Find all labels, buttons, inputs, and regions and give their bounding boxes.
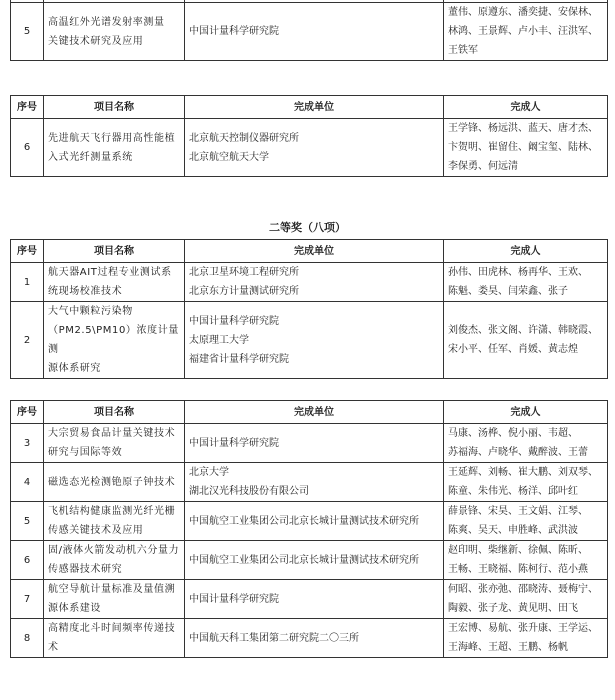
row-number: 1 <box>11 263 44 302</box>
completing-unit-line: 中国航天科工集团第二研究院二〇三所 <box>189 632 359 644</box>
header-no: 序号 <box>11 240 44 263</box>
header-name: 项目名称 <box>44 401 185 424</box>
completing-people <box>444 463 608 502</box>
project-name-line: 大宗贸易食品计量关键技术 <box>48 428 176 439</box>
completing-unit-line: 中国航空工业集团公司北京长城计量测试技术研究所 <box>189 554 419 566</box>
award-table-first-prize-part1 <box>10 0 608 61</box>
table-row <box>11 502 608 541</box>
completing-unit-line: 中国航空工业集团公司北京长城计量测试技术研究所 <box>189 515 419 527</box>
completing-people-line: 苏福海、卢晓华、戴醉波、王蕾 <box>448 447 588 458</box>
project-name-line: （PM2.5\PM10）浓度计量测 <box>48 325 179 355</box>
project-name <box>44 424 185 463</box>
project-name-line: 研究与国际等效 <box>48 447 123 458</box>
completing-unit-line: 北京航空航天大学 <box>189 151 269 163</box>
table-row <box>11 541 608 580</box>
project-name-line: 高精度北斗时间频率传递技 <box>48 623 176 634</box>
completing-unit-line: 太原理工大学 <box>189 334 249 346</box>
completing-people <box>444 119 608 177</box>
completing-people-line: 马康、汤桦、倪小丽、韦超、 <box>448 428 578 439</box>
table-row <box>11 463 608 502</box>
completing-people-line: 李保勇、何远清 <box>448 161 518 172</box>
table-row <box>11 119 608 177</box>
header-unit: 完成单位 <box>185 240 444 263</box>
project-name-line: 源体系建设 <box>48 603 101 614</box>
project-name-line: 航天器AIT过程专业测试系 <box>48 267 172 278</box>
completing-people <box>444 3 608 61</box>
table-row <box>11 263 608 302</box>
project-name-line: 飞机结构健康监测光纤光栅 <box>48 506 176 517</box>
completing-unit <box>185 302 444 379</box>
header-unit: 完成单位 <box>185 401 444 424</box>
completing-people-line: 陶毅、张子龙、黄见明、田飞 <box>448 603 578 614</box>
header-no: 序号 <box>11 96 44 119</box>
header-people: 完成人 <box>444 96 608 119</box>
completing-people <box>444 263 608 302</box>
row-number: 2 <box>11 302 44 379</box>
project-name-line: 关键技术研究及应用 <box>48 35 144 47</box>
completing-unit <box>185 541 444 580</box>
header-unit: 完成单位 <box>185 96 444 119</box>
completing-people-line: 陈爽、吴天、申胜峰、武洪波 <box>448 525 578 536</box>
table-row <box>11 580 608 619</box>
completing-unit <box>185 424 444 463</box>
header-name: 项目名称 <box>44 240 185 263</box>
completing-people-line: 刘俊杰、张文阁、许潇、韩晓霞、 <box>448 325 598 336</box>
completing-people-line: 赵印明、柴继新、徐佩、陈昕、 <box>448 545 588 556</box>
project-name <box>44 119 185 177</box>
header-row <box>11 240 608 263</box>
project-name <box>44 580 185 619</box>
project-name-line: 固/液体火箭发动机六分量力 <box>48 545 180 556</box>
project-name-line: 航空导航计量标准及量值溯 <box>48 584 176 595</box>
row-number: 4 <box>11 463 44 502</box>
row-number: 6 <box>11 119 44 177</box>
completing-unit-line: 北京大学 <box>189 467 229 478</box>
completing-people-line: 董伟、原遵东、潘奕捷、安保林、 <box>448 7 598 18</box>
project-name-line: 传感器技术研究 <box>48 564 123 575</box>
completing-unit <box>185 580 444 619</box>
project-name <box>44 619 185 658</box>
project-name-line: 入式光纤测量系统 <box>48 151 133 163</box>
completing-people <box>444 302 608 379</box>
completing-people-line: 陈童、朱伟光、杨洋、邱叶红 <box>448 486 578 497</box>
award-table-first-prize-part2 <box>10 95 608 177</box>
project-name-line: 统现场校准技术 <box>48 286 123 297</box>
project-name-line: 磁选态光检测铯原子钟技术 <box>48 476 176 488</box>
row-number: 3 <box>11 424 44 463</box>
project-name <box>44 502 185 541</box>
completing-people-line: 孙伟、田虎林、杨再华、王欢、 <box>448 267 588 278</box>
award-table-second-prize-part1 <box>10 239 608 379</box>
completing-unit-line: 福建省计量科学研究院 <box>189 353 289 365</box>
row-number: 8 <box>11 619 44 658</box>
completing-people-line: 王海峰、王超、王鹏、杨帆 <box>448 642 568 653</box>
completing-people-line: 林鸿、王景辉、卢小丰、汪洪军、 <box>448 26 598 37</box>
table-row <box>11 302 608 379</box>
project-name-line: 源体系研究 <box>48 363 101 374</box>
completing-unit <box>185 263 444 302</box>
completing-people-line: 卞贺明、崔留住、阚宝玺、陆林、 <box>448 142 598 153</box>
completing-unit-line: 中国计量科学研究院 <box>189 593 279 605</box>
completing-people <box>444 541 608 580</box>
completing-people <box>444 424 608 463</box>
completing-unit <box>185 502 444 541</box>
completing-unit-line: 北京航天控制仪器研究所 <box>189 132 299 144</box>
row-number: 5 <box>11 3 44 61</box>
completing-unit-line: 中国计量科学研究院 <box>189 26 279 37</box>
completing-unit <box>185 463 444 502</box>
completing-people-line: 薛景锋、宋昊、王文娟、江琴、 <box>448 506 588 517</box>
project-name-line: 高温红外光谱发射率测量 <box>48 16 165 28</box>
completing-people-line: 陈魁、娄昊、闫荣鑫、张子 <box>448 286 568 297</box>
completing-people-line: 王宏博、易航、张升康、王学运、 <box>448 623 598 634</box>
row-number: 7 <box>11 580 44 619</box>
completing-people-line: 王学锋、杨远洪、蓝天、唐才杰、 <box>448 123 598 134</box>
award-table-second-prize-part2 <box>10 400 608 658</box>
completing-people-line: 王延辉、刘畅、崔大鹏、刘双琴、 <box>448 467 598 478</box>
completing-people-line: 何昭、张亦弛、邵晓涛、聂梅宁、 <box>448 584 598 595</box>
completing-people <box>444 580 608 619</box>
project-name <box>44 541 185 580</box>
project-name-line: 术 <box>48 642 59 653</box>
project-name-line: 大气中颗粒污染物 <box>48 306 133 317</box>
completing-people <box>444 502 608 541</box>
header-people: 完成人 <box>444 240 608 263</box>
table-row <box>11 619 608 658</box>
header-name: 项目名称 <box>44 96 185 119</box>
completing-people-line: 王畅、王晓福、陈柯行、范小燕 <box>448 564 588 575</box>
table-row <box>11 424 608 463</box>
project-name <box>44 263 185 302</box>
project-name-line: 先进航天飞行器用高性能植 <box>48 132 176 144</box>
project-name <box>44 3 185 61</box>
project-name <box>44 302 185 379</box>
header-row <box>11 401 608 424</box>
project-name <box>44 463 185 502</box>
completing-unit-line: 北京东方计量测试研究所 <box>189 286 299 297</box>
header-no: 序号 <box>11 401 44 424</box>
row-number: 6 <box>11 541 44 580</box>
completing-unit <box>185 119 444 177</box>
row-number: 5 <box>11 502 44 541</box>
completing-unit-line: 湖北汉光科技股份有限公司 <box>189 486 309 497</box>
project-name-line: 传感关键技术及应用 <box>48 525 144 536</box>
completing-unit <box>185 3 444 61</box>
completing-unit-line: 中国计量科学研究院 <box>189 437 279 449</box>
completing-unit-line: 北京卫星环境工程研究所 <box>189 267 299 278</box>
completing-unit-line: 中国计量科学研究院 <box>189 315 279 327</box>
section-title-second-prize: 二等奖（八项） <box>269 221 346 234</box>
completing-people-line: 王铁军 <box>448 45 478 56</box>
header-row <box>11 96 608 119</box>
completing-people <box>444 619 608 658</box>
header-people: 完成人 <box>444 401 608 424</box>
completing-people-line: 宋小平、任军、肖媛、黄志煌 <box>448 344 578 355</box>
completing-unit <box>185 619 444 658</box>
table-row <box>11 3 608 61</box>
